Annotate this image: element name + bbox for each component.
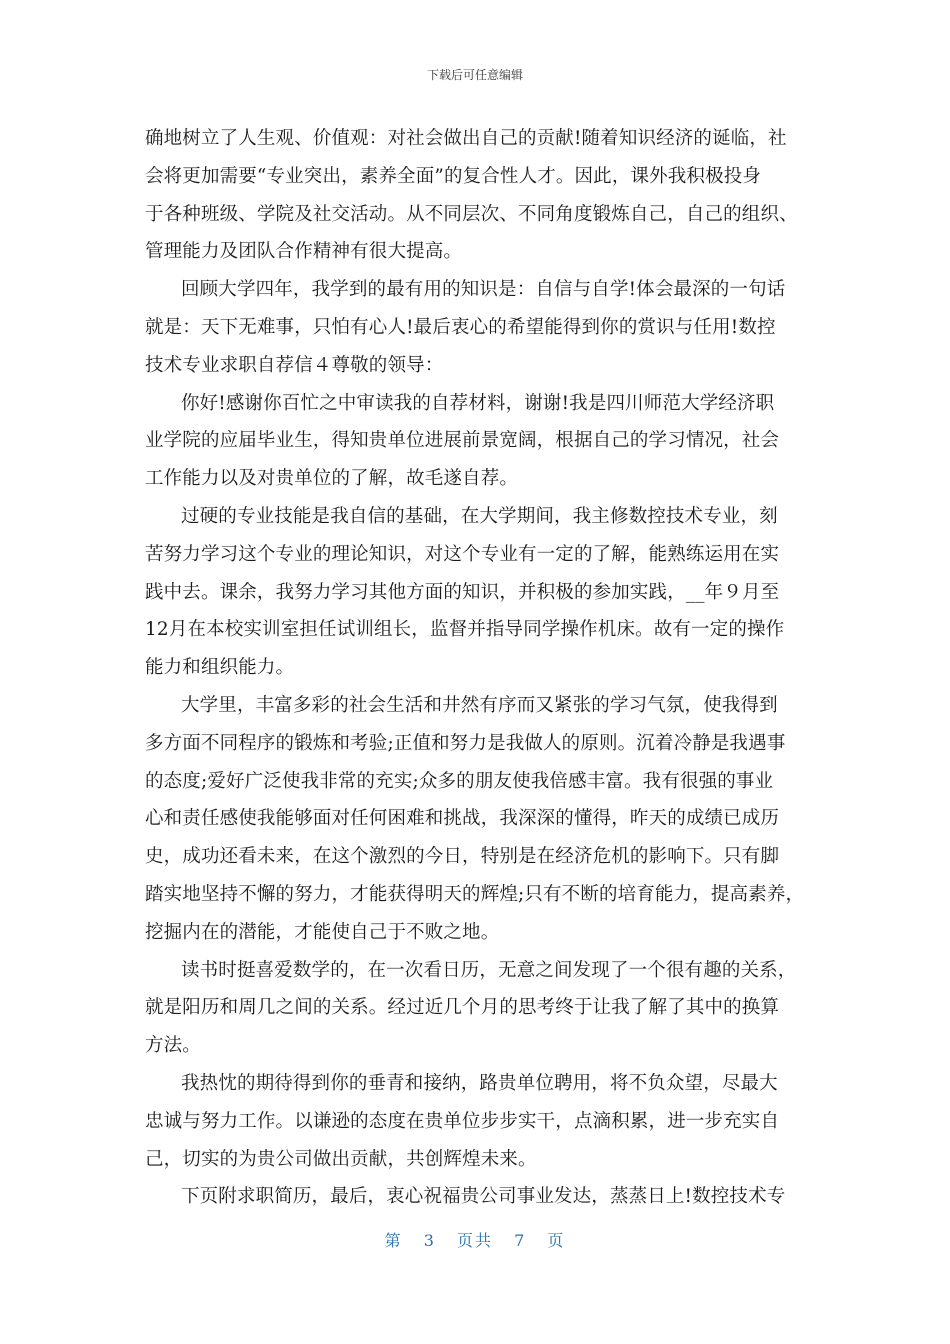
text-line: 史，成功还看未来，在这个激烈的今日，特别是在经济危机的影响下。只有脚 (145, 846, 780, 868)
paragraph (145, 120, 835, 271)
text-line: 业学院的应届毕业生，得知贵单位进展前景宽阔，根据自己的学习情况，社会 (145, 430, 780, 452)
text-line: 过硬的专业技能是我自信的基础，在大学期间，我主修数控技术专业，刻 (181, 505, 778, 527)
text-line: 就是阳历和周几之间的关系。经过近几个月的思考终于让我了解了其中的换算 (145, 997, 780, 1019)
text-line: 踏实地坚持不懈的努力，才能获得明天的辉煌;只有不断的培育能力，提高素养， (145, 883, 805, 905)
text-line: 于各种班级、学院及社交活动。从不同层次、不同角度锻炼自己，自己的组织、 (145, 203, 798, 225)
paragraph (145, 1178, 835, 1216)
text-line: 方法。 (145, 1035, 201, 1057)
text-line: 就是：天下无难事，只怕有心人!最后衷心的希望能得到你的赏识与任用!数控 (145, 316, 776, 338)
text-line: 忠诚与努力工作。以谦逊的态度在贵单位步步实干，点滴积累，进一步充实自 (145, 1110, 780, 1132)
text-line: 12月在本校实训室担任试训组长，监督并指导同学操作机床。故有一定的操作 (145, 619, 785, 641)
text-line: 会将更加需要“专业突出，素养全面”的复合性人才。因此，课外我积极投身 (145, 165, 762, 187)
paragraph (145, 271, 835, 384)
text-line: 苦努力学习这个专业的理论知识，对这个专业有一定的了解，能熟练运用在实 (145, 543, 780, 565)
text-line: 技术专业求职自荐信４尊敬的领导： (145, 354, 444, 376)
text-line: 多方面不同程序的锻炼和考验;正值和努力是我做人的原则。沉着冷静是我遇事 (145, 732, 786, 754)
paragraph (145, 385, 835, 498)
paragraph (145, 498, 835, 687)
text-line: 回顾大学四年，我学到的最有用的知识是：自信与自学!体会最深的一句话 (181, 279, 786, 301)
text-line: 你好!感谢你百忙之中审读我的自荐材料，谢谢!我是四川师范大学经济职 (181, 392, 775, 414)
paragraph (145, 952, 835, 1065)
text-line: 工作能力以及对贵单位的了解，故毛遂自荐。 (145, 468, 519, 490)
text-line: 能力和组织能力。 (145, 657, 295, 679)
text-line: 挖掘内在的潜能，才能使自己于不败之地。 (145, 921, 500, 943)
text-line: 管理能力及团队合作精神有很大提高。 (145, 241, 463, 263)
paragraph (145, 1065, 835, 1178)
text-line: 大学里，丰富多彩的社会生活和井然有序而又紧张的学习气氛，使我得到 (181, 694, 778, 716)
letter-body (145, 120, 835, 1216)
text-line: 确地树立了人生观、价值观：对社会做出自己的贡献!随着知识经济的诞临，社 (145, 128, 787, 149)
text-line: 我热忱的期待得到你的垂青和接纳，路贵单位聘用，将不负众望，尽最大 (181, 1072, 778, 1094)
paragraph (145, 687, 835, 952)
text-line: 心和责任感使我能够面对任何困难和挑战，我深深的懂得，昨天的成绩已成历 (145, 808, 780, 830)
text-line: 的态度;爱好广泛使我非常的充实;众多的朋友使我倍感丰富。我有很强的事业 (145, 770, 774, 792)
page-header: 下载后可任意编辑 (426, 68, 523, 82)
text-line: 读书时挺喜爱数学的，在一次看日历，无意之间发现了一个很有趣的关系， (181, 959, 797, 981)
text-line: 己，切实的为贵公司做出贡献，共创辉煌未来。 (145, 1148, 537, 1170)
page-number: 第 3 页共 7 页 (384, 1231, 566, 1250)
text-line: 践中去。课余，我努力学习其他方面的知识，并积极的参加实践，__年９月至 (145, 581, 780, 603)
text-line: 下页附求职简历，最后，衷心祝福贵公司事业发达，蒸蒸日上!数控技术专 (181, 1186, 786, 1208)
